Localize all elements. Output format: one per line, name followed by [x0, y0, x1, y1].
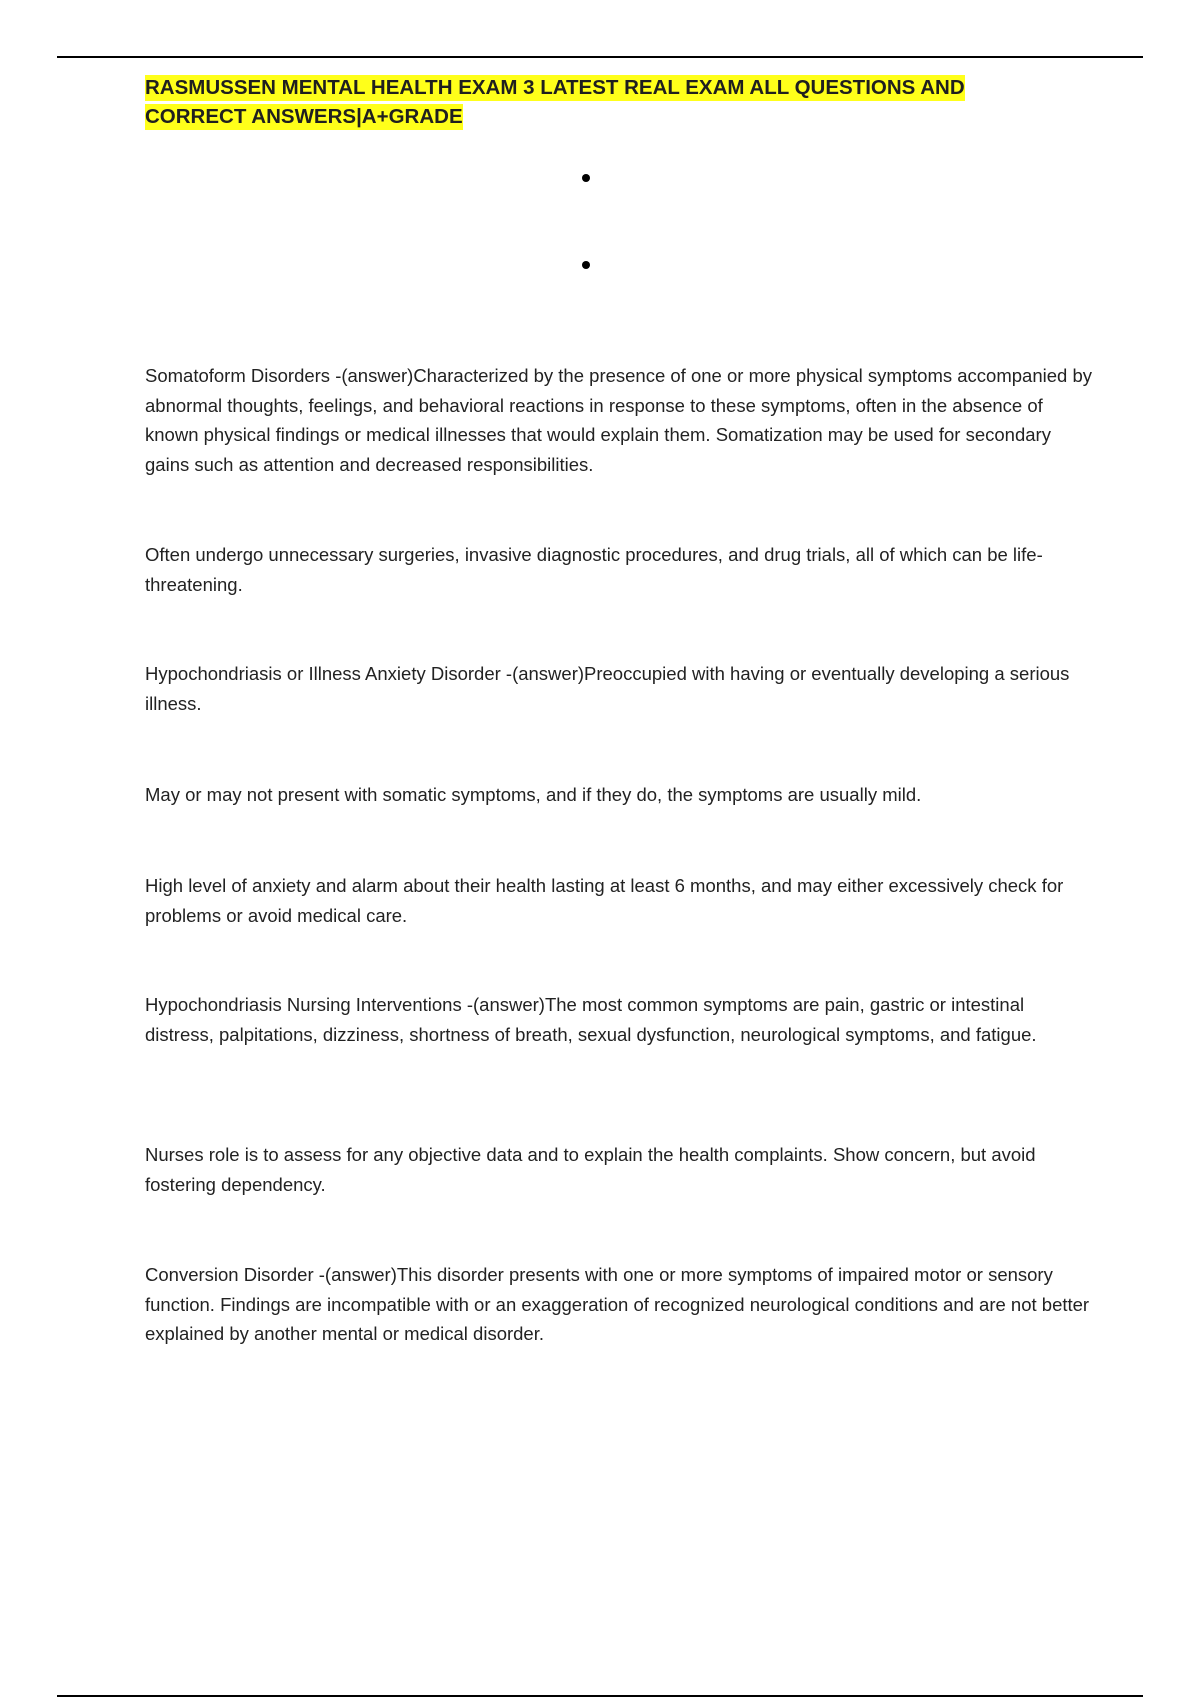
- paragraph-unnecessary-surgeries: Often undergo unnecessary surgeries, invasive diagnostic procedures, and drug trials, all of which can be life-threatening.: [145, 544, 1043, 595]
- paragraph-somatic-symptoms: May or may not present with somatic symptoms, and if they do, the symptoms are usually mild.: [145, 784, 922, 805]
- bullet-point: [582, 174, 590, 182]
- title-highlight: RASMUSSEN MENTAL HEALTH EXAM 3 LATEST REAL EXAM ALL QUESTIONS AND CORRECT ANSWERS|A+GRADE: [145, 76, 965, 128]
- paragraph-anxiety-level: High level of anxiety and alarm about their health lasting at least 6 months, and may either excessively check for problems or avoid medical care.: [145, 875, 1064, 926]
- paragraph-nursing-interventions: Hypochondriasis Nursing Interventions -(answer)The most common symptoms are pain, gastric or intestinal distress, palpitations, dizziness, shortness of breath, sexual dysfunction, neurological symptoms, and fatigue.: [145, 994, 1037, 1045]
- paragraph-nurses-role: Nurses role is to assess for any objective data and to explain the health complaints. Show concern, but avoid fostering dependency.: [145, 1144, 1036, 1195]
- header-rule: [57, 56, 1143, 58]
- bullet-point: [582, 261, 590, 269]
- paragraph-hypochondriasis: Hypochondriasis or Illness Anxiety Disorder -(answer)Preoccupied with having or eventually developing a serious illness.: [145, 663, 1070, 714]
- document-title: [145, 73, 1025, 131]
- paragraph-somatoform-disorders: Somatoform Disorders -(answer)Characterized by the presence of one or more physical symptoms accompanied by abnormal thoughts, feelings, and behavioral reactions in response to these symptoms, often in the absence of known physical findings or medical illnesses that would explain them. Somatization may be used for secondary gains such as attention and decreased responsibilities.: [145, 365, 1092, 475]
- footer-rule: [57, 1695, 1143, 1697]
- paragraph-conversion-disorder: Conversion Disorder -(answer)This disorder presents with one or more symptoms of impaired motor or sensory function. Findings are incompatible with or an exaggeration of recognized neurological conditions and are not better explained by another mental or medical disorder.: [145, 1264, 1090, 1344]
